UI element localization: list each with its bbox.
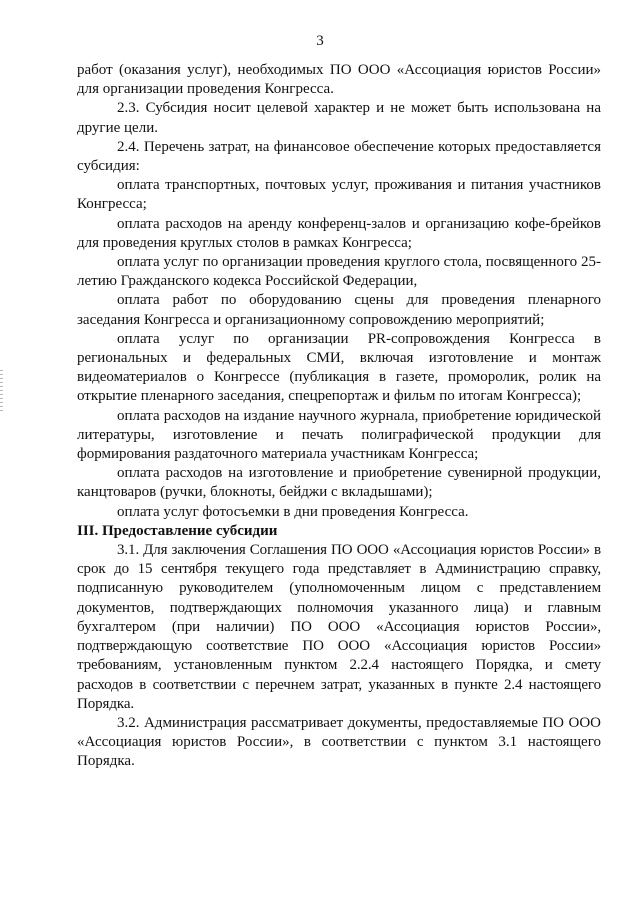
expense-item-pr: оплата услуг по организации PR-сопровождения Конгресса в региональных и федеральных СМИ, включая изготовление и монтаж видеоматериалов о Конгрессе (публикация в газете, проморолик, ролик на открытие пленарного заседания, спецрепортаж и фильм по итогам Конгресса); [77, 330, 601, 405]
document-body [77, 61, 601, 772]
expense-item-photo: оплата услуг фотосъемки в дни проведения Конгресса. [117, 503, 469, 520]
clause-2-3: 2.3. Субсидия носит целевой характер и не может быть использована на другие цели. [77, 100, 601, 136]
expense-item-round-table: оплата услуг по организации проведения круглого стола, посвященного 25-летию Гражданского кодекса Российской Федерации, [77, 254, 601, 290]
scan-edge-mark [0, 370, 3, 414]
expense-item-transport: оплата транспортных, почтовых услуг, проживания и питания участников Конгресса; [77, 177, 601, 213]
expense-item-souvenirs: оплата расходов на изготовление и приобретение сувенирной продукции, канцтоваров (ручки, блокноты, бейджи с вкладышами); [77, 465, 601, 501]
clause-3-1: 3.1. Для заключения Соглашения ПО ООО «Ассоциация юристов России» в срок до 15 сентября текущего года представляет в Администрацию справку, подписанную руководителем (уполномоченным лицом с представлением документов, подтверждающих полномочия указанного лица) и главным бухгалтером (при наличии) ПО ООО «Ассоциация юристов России», подтверждающую соответствие ПО ООО «Ассоциация юристов России» требованиям, установленным пунктом 2.2.4 настоящего Порядка, и смету расходов в соответствии с перечнем затрат, указанных в пункте 2.4 настоящего Порядка. [77, 542, 601, 712]
expense-item-journal: оплата расходов на издание научного журнала, приобретение юридической литературы, изготовление и печать полиграфической продукции для формирования раздаточного материала участникам Конгресса; [77, 407, 601, 463]
clause-3-2: 3.2. Администрация рассматривает документы, предоставляемые ПО ООО «Ассоциация юристов России», в соответствии с пунктом 3.1 настоящего Порядка. [77, 714, 601, 770]
clause-2-4: 2.4. Перечень затрат, на финансовое обеспечение которых предоставляется субсидия: [77, 138, 601, 175]
page-number: 3 [316, 33, 324, 49]
expense-item-conference-halls: оплата расходов на аренду конференц-залов и организацию кофе-брейков для проведения круглых столов в рамках Конгресса; [77, 215, 601, 251]
expense-item-stage: оплата работ по оборудованию сцены для проведения пленарного заседания Конгресса и организационному сопровождению мероприятий; [77, 292, 601, 328]
section-heading: III. Предоставление субсидии [77, 522, 278, 539]
paragraph-continuation: работ (оказания услуг), необходимых ПО ООО «Ассоциация юристов России» для организации проведения Конгресса. [77, 62, 601, 98]
